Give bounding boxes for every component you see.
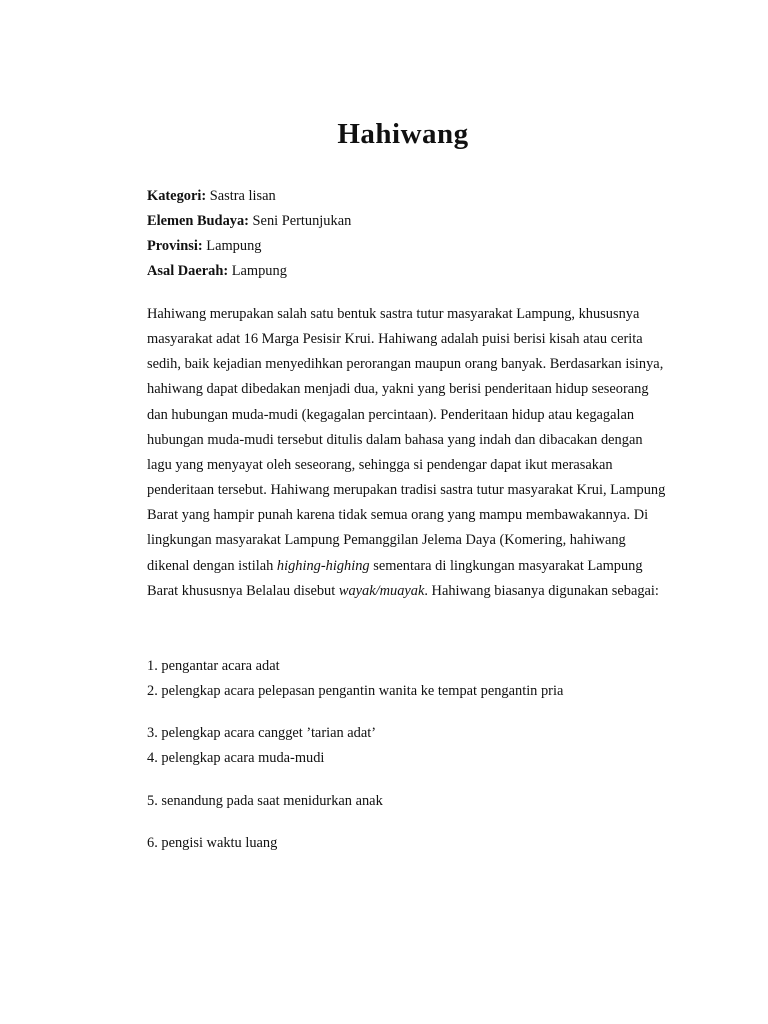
paragraph-italic-term: highing-highing [276, 557, 370, 574]
metadata-value: Lampung [202, 238, 262, 254]
paragraph-italic-term: wayak/muayak [338, 582, 425, 599]
metadata-key: Provinsi: [147, 238, 203, 254]
metadata-key: Asal Daerah: [147, 263, 229, 279]
usage-list [147, 789, 667, 814]
list-item: 2. pelengkap acara pelepasan pengantin wanita ke tempat pengantin pria [147, 683, 564, 699]
list-item: 4. pelengkap acara muda-mudi [147, 750, 325, 766]
paragraph-text: sementara di lingkungan masyarakat Lampung Barat khususnya Belalau disebut [147, 557, 643, 599]
metadata-elemen-budaya [147, 209, 667, 234]
metadata-key: Elemen Budaya: [147, 213, 249, 229]
metadata-value: Seni Pertunjukan [248, 213, 352, 229]
list-item: 6. pengisi waktu luang [147, 835, 278, 851]
paragraph-text: . Hahiwang biasanya digunakan sebagai: [424, 582, 659, 599]
list-item: 3. pelengkap acara cangget ’tarian adat’ [147, 725, 377, 741]
metadata-value: Sastra lisan [206, 188, 276, 204]
paragraph-text: Hahiwang merupakan salah satu bentuk sastra tutur masyarakat Lampung, khususnya masyarakat adat 16 Marga Pesisir Krui. Hahiwang adalah puisi berisi kisah atau cerita sedih, baik kejadian menyedihkan perorangan maupun orang banyak. Berdasarkan isinya, hahiwang dapat dibedakan menjadi dua, yakni yang berisi penderitaan hidup seseorang dan hubungan muda-mudi (kegagalan percintaan). Penderitaan hidup atau kegagalan hubungan muda-mudi tersebut ditulis dalam bahasa yang indah dan dibacakan dengan lagu yang menyayat oleh seseorang, sehingga si pendengar dapat ikut merasakan penderitaan tersebut. Hahiwang merupakan tradisi sastra tutur masyarakat Krui, Lampung Barat yang hampir punah karena tidak semua orang yang mampu membawakannya. Di lingkungan masyarakat Lampung Pemanggilan Jelema Daya (Komering, hahiwang dikenal dengan istilah [147, 306, 666, 574]
usage-list [147, 721, 667, 771]
usage-list [147, 831, 667, 856]
metadata-kategori [147, 184, 667, 209]
body-paragraph [147, 302, 667, 604]
document-title: Hahiwang [337, 118, 469, 150]
metadata-block [147, 184, 667, 284]
usage-list [147, 654, 667, 704]
list-item: 1. pengantar acara adat [147, 658, 280, 674]
metadata-provinsi [147, 234, 667, 259]
metadata-asal-daerah [147, 259, 667, 284]
list-item: 5. senandung pada saat menidurkan anak [147, 793, 383, 809]
metadata-value: Lampung [228, 263, 287, 279]
metadata-key: Kategori: [147, 188, 207, 204]
